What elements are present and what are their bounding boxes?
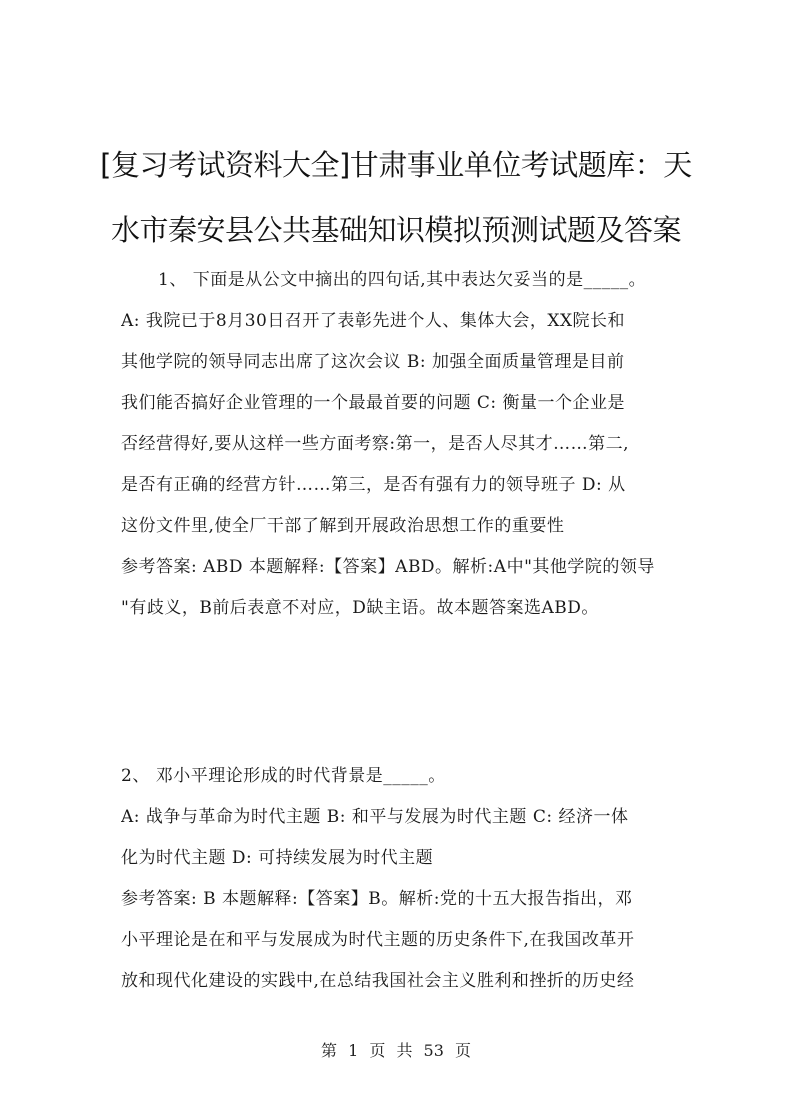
question-2-option-line: 化为时代主题 D: 可持续发展为时代主题	[121, 848, 434, 868]
question-1-answer-line: "有歧义，B前后表意不对应，D缺主语。故本题答案选ABD。	[121, 598, 599, 618]
question-1-answer-line: 参考答案: ABD 本题解释:【答案】ABD。解析:A中"其他学院的领导	[121, 557, 655, 577]
question-1-option-line: A: 我院已于8月30日召开了表彰先进个人、集体大会，XX院长和	[121, 311, 626, 331]
question-1-stem: 1、 下面是从公文中摘出的四句话,其中表达欠妥当的是_____。	[158, 270, 647, 290]
question-2-answer-line: 参考答案: B 本题解释:【答案】B。解析:党的十五大报告指出，邓	[121, 889, 633, 909]
question-1-option-line: 是否有正确的经营方针……第三，是否有强有力的领导班子 D: 从	[121, 475, 626, 495]
question-2-answer-line: 放和现代化建设的实践中,在总结我国社会主义胜利和挫折的历史经	[121, 971, 635, 991]
question-1-option-line: 我们能否搞好企业管理的一个最最首要的问题 C: 衡量一个企业是	[121, 393, 626, 413]
question-1-option-line: 其他学院的领导同志出席了这次会议 B: 加强全面质量管理是目前	[121, 352, 625, 372]
document-title-line-1: [复习考试资料大全]甘肃事业单位考试题库：天	[100, 148, 692, 182]
question-1-option-line: 这份文件里,使全厂干部了解到开展政治思想工作的重要性	[121, 516, 565, 536]
question-2-answer-line: 小平理论是在和平与发展成为时代主题的历史条件下,在我国改革开	[121, 930, 635, 950]
question-1-option-line: 否经营得好,要从这样一些方面考察:第一，是否人尽其才……第二,	[121, 434, 630, 454]
question-2-option-line: A: 战争与革命为时代主题 B: 和平与发展为时代主题 C: 经济一体	[121, 807, 629, 827]
document-title-line-2: 水市秦安县公共基础知识模拟预测试题及答案	[110, 213, 681, 247]
page-number: 第 1 页 共 53 页	[321, 1041, 471, 1060]
question-2-stem: 2、 邓小平理论形成的时代背景是_____。	[121, 766, 446, 786]
